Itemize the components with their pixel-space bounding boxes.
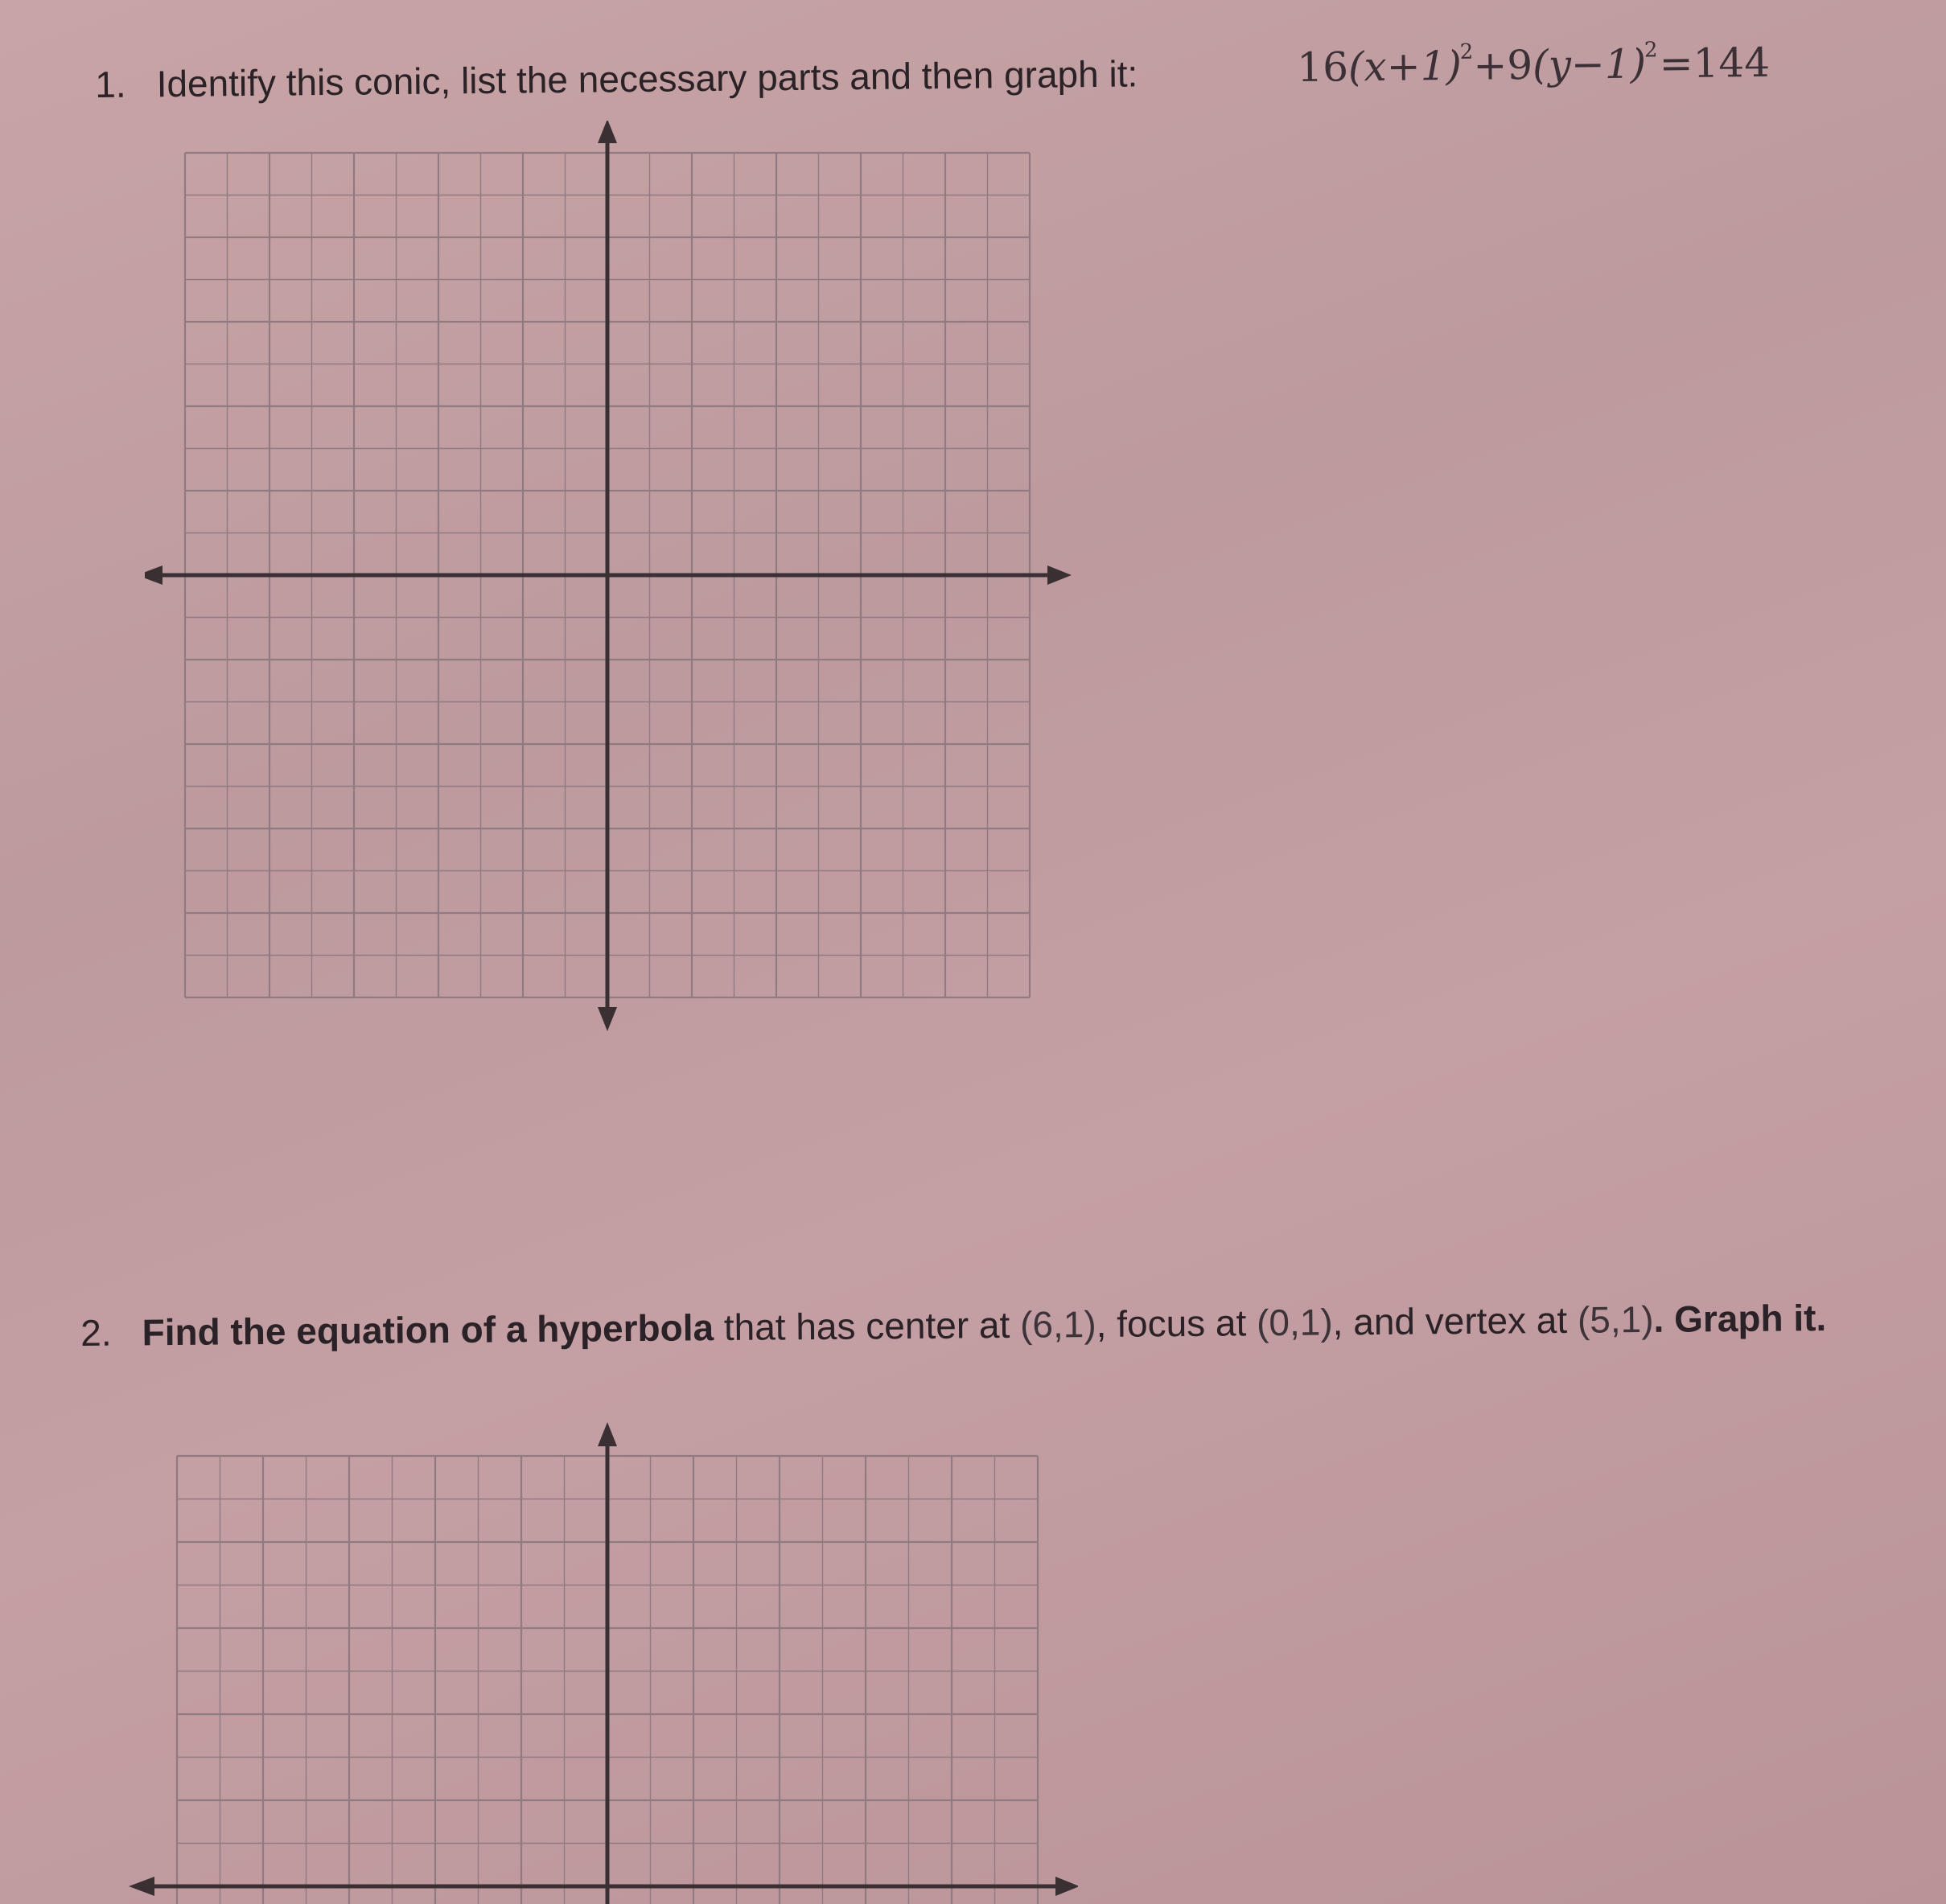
graph-2-axes xyxy=(129,1422,1078,1904)
x-axis-arrow-left xyxy=(145,565,163,585)
x-axis-arrow-right xyxy=(1047,565,1072,585)
question-1-text: Identify this conic, list the necessary parts and then graph it: xyxy=(156,52,1138,105)
question-2 xyxy=(80,1296,1826,1355)
vertex-point: (5,1) xyxy=(1577,1297,1654,1341)
eq-term2: (y−1) xyxy=(1532,40,1647,88)
question-2-text-e: . Graph it. xyxy=(1653,1297,1827,1340)
graph-1-axes xyxy=(145,121,1072,1031)
center-point: (6,1) xyxy=(1019,1302,1096,1346)
focus-point: (0,1) xyxy=(1256,1301,1333,1344)
question-2-number: 2. xyxy=(80,1311,112,1354)
x-axis-arrow-left xyxy=(129,1877,154,1896)
question-1-number: 1. xyxy=(95,63,126,105)
y-axis-arrow-up xyxy=(598,121,617,143)
eq-exp1: 2 xyxy=(1459,39,1474,64)
eq-coef1: 16 xyxy=(1297,43,1349,91)
question-2-text-c: , focus at xyxy=(1096,1302,1247,1345)
question-2-text-d: , and vertex at xyxy=(1332,1298,1568,1343)
conic-equation xyxy=(1297,37,1771,91)
eq-plus: +9 xyxy=(1473,41,1533,89)
question-2-hyperbola: hyperbola xyxy=(537,1306,714,1351)
y-axis-arrow-up xyxy=(598,1422,617,1446)
eq-equals: =144 xyxy=(1659,39,1771,88)
x-axis-arrow-right xyxy=(1055,1877,1078,1896)
graph-grid-2[interactable] xyxy=(129,1416,1078,1904)
graph-grid-1[interactable] xyxy=(145,121,1078,1046)
question-1 xyxy=(95,51,1138,106)
y-axis-arrow-down xyxy=(598,1007,617,1031)
eq-term1: (x+1) xyxy=(1347,42,1463,91)
question-2-text-b: that has center at xyxy=(723,1303,1010,1349)
question-2-text-a: Find the equation of a xyxy=(142,1308,527,1354)
eq-exp2: 2 xyxy=(1644,38,1658,63)
